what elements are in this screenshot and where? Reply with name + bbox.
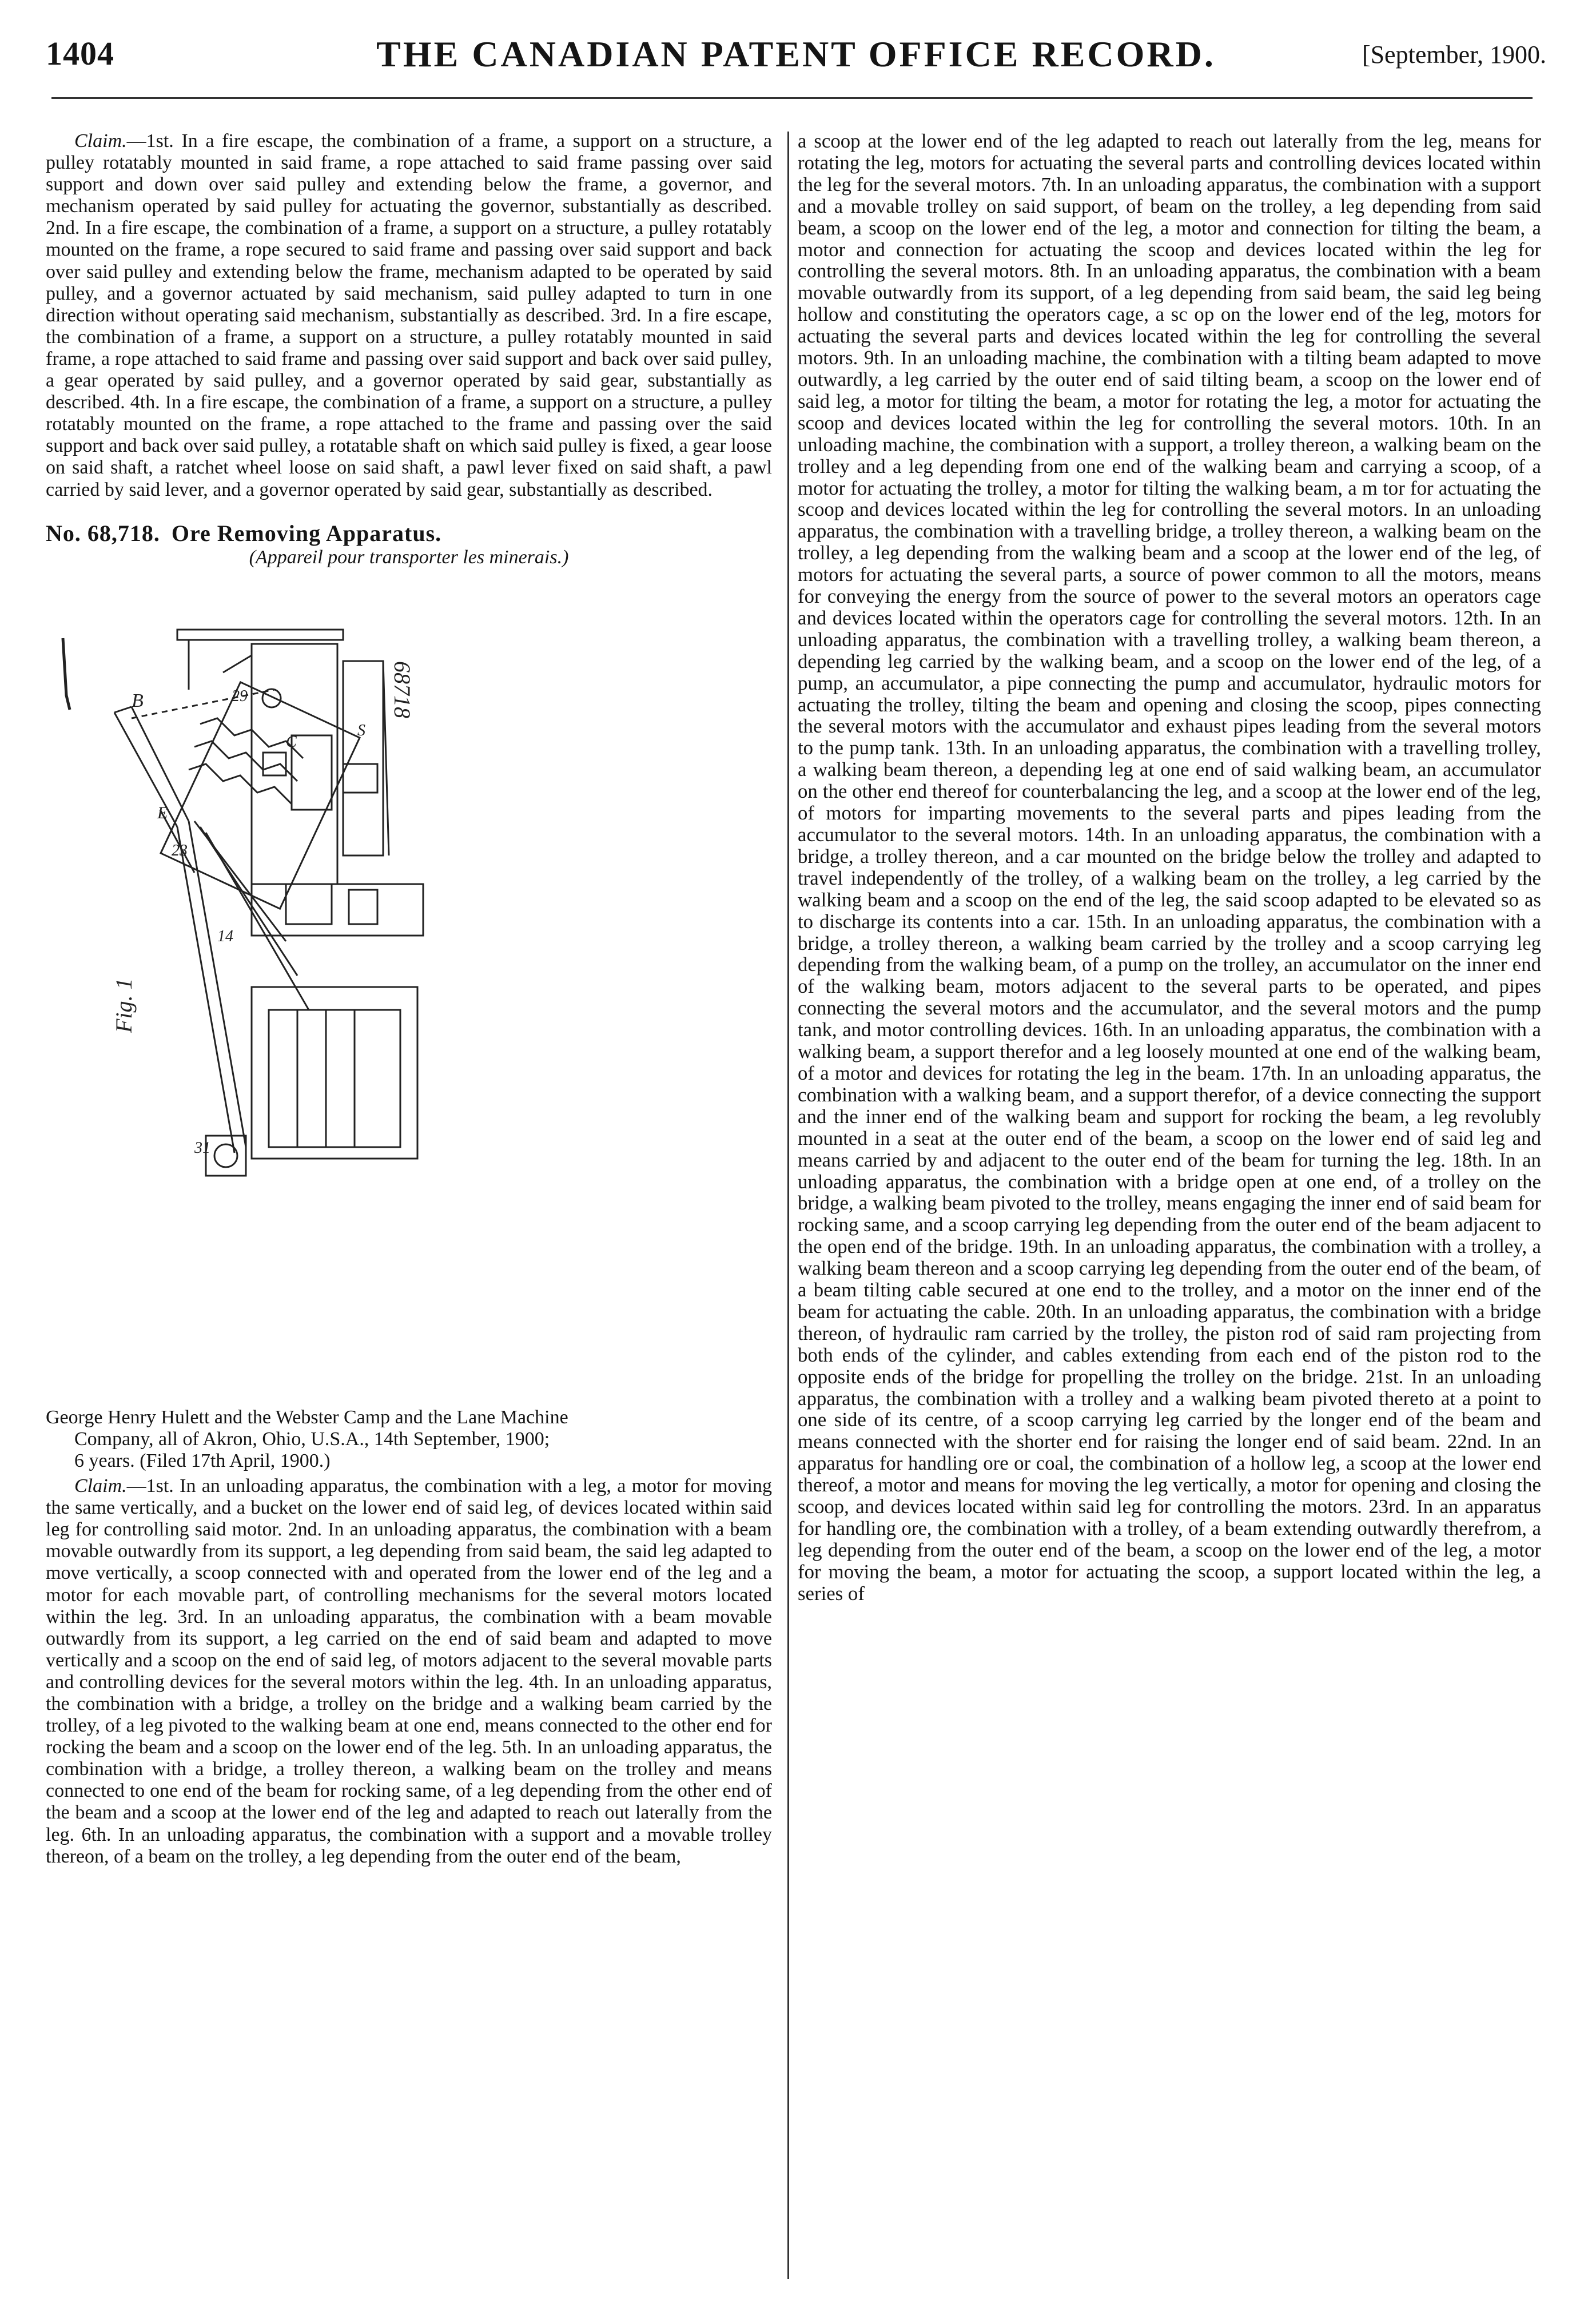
claim-label: Claim. (74, 1475, 127, 1497)
label-b: B (132, 690, 144, 711)
label-e: E (157, 803, 168, 822)
fire-escape-claims (46, 130, 772, 501)
applicant-details (46, 1407, 772, 1472)
page-number: 1404 (46, 35, 114, 72)
applicant-line: Company, all of Akron, Ohio, U.S.A., 14th September, 1900; (74, 1428, 550, 1450)
figure-caption: Fig. 1 (111, 978, 137, 1033)
label-14: 14 (217, 927, 233, 945)
patent-drawing (46, 575, 772, 1393)
claim-label: Claim. (74, 130, 127, 152)
figure-number: 68718 (389, 660, 415, 718)
claim-text: —1st. In an unloading apparatus, the combination with a leg, a motor for moving the same vertically, and a bucket on the lower end of said leg, of devices located within said leg for controlling said motor. 2nd. In an unloading apparatus, the combination with a beam movable outwardly from its support, a leg depending from said beam, the said leg adapted to move vertically, a scoop connected with and operated from the lower end of the leg and a motor for each movable part, of controlling mechanisms for the several motors located within the leg. 3rd. In an unloading apparatus, the combination with a beam movable outwardly from its support, a leg carried on the end of said beam and adapted to move vertically and a scoop on the end of said leg, of motors adjacent to the several movable parts and controlling devices for the several motors within the leg. 4th. In an unloading apparatus, the combination with a bridge, a trolley on the bridge and a walking beam carried by the trolley, of a leg pivoted to the walking beam at one end, means connected to the other end for rocking the beam and a scoop on the lower end of the leg. 5th. In an unloading apparatus, the combination with a bridge, a trolley thereon, a walking beam on the trolley and means connected to one end of the beam for rocking same, of a leg depending from the other end of the beam and a scoop at the lower end of the leg and adapted to reach out laterally from the leg. 6th. In an unloading apparatus, the combination with a support and a movable trolley thereon, of a beam on the trolley, a leg depending from the outer end of the beam, (46, 1475, 772, 1867)
ore-apparatus-claims (46, 1475, 772, 1868)
label-c: C (286, 733, 297, 751)
publication-title: THE CANADIAN PATENT OFFICE RECORD. (376, 34, 1216, 74)
label-s: S (357, 721, 365, 739)
issue-date: [September, 1900. (1362, 41, 1546, 69)
applicant-line: 6 years. (Filed 17th April, 1900.) (74, 1450, 331, 1471)
header-rule (51, 97, 1533, 99)
ore-unloader-drawing (46, 575, 772, 1393)
patent-heading (46, 520, 772, 546)
page-header (29, 23, 1563, 91)
left-column (46, 130, 772, 2281)
right-column (798, 130, 1541, 2281)
column-divider (787, 132, 789, 2279)
label-31: 31 (194, 1139, 210, 1157)
claim-text: —1st. In a fire escape, the combination of a frame, a support on a structure, a pulley rotatably mounted in said frame, a rope attached to said frame passing over said support and down over said pulley and extending below the frame, a governor, and mechanism operated by said pulley for actuating the governor, substantially as described. 2nd. In a fire escape, the combination of a frame, a support on a structure, a pulley rotatably mounted on the frame, a rope secured to said frame and passing over said support and back over said pulley and extending below the frame, mechanism adapted to be operated by said pulley, and a governor actuated by said mechanism, said pulley adapted to turn in one direction without operating said mechanism, substantially as described. 3rd. In a fire escape, the combination of a frame, a support on a structure, a pulley rotatably mounted in said frame, a rope attached to said frame and passing over said support and back over said pulley, a gear operated by said pulley, and a governor operated by said gear, substantially as described. 4th. In a fire escape, the combination of a frame, a support on a structure, a pulley rotatably mounted on the frame, a rope attached to the frame and passing over the said support and back over said pulley, a rotatable shaft on which said pulley is fixed, a gear loose on said shaft, a ratchet wheel loose on said shaft, a pawl lever fixed on said shaft, a pawl carried by said lever, and a governor operated by said gear, substantially as described. (46, 130, 772, 500)
continued-claims: a scoop at the lower end of the leg adapted to reach out laterally from the leg, means for rotating the leg, motors for actuating the several parts and controlling devices located within the leg for the several motors. 7th. In an unloading apparatus, the combination with a support and a movable trolley on said support, of beam on the trolley, a leg depending from said beam, a scoop on the lower end of the leg, a motor and connection for tilting the beam, a motor and connection for actuating the scoop and devices located within the leg for controlling the several motors. 8th. In an unloading apparatus, the combination with a beam movable outwardly from its support, of a leg depending from said beam, the said leg being hollow and constituting the operators cage, a sc op on the lower end of the leg, motors for actuating the several parts and devices located within the leg for controlling the several motors. 9th. In an unloading machine, the combination with a tilting beam adapted to move outwardly, a leg carried by the outer end of said tilting beam, a scoop on the lower end of said leg, a motor for tilting the beam, a motor for rotating the leg, a motor for actuating the scoop and devices located within the leg for controlling the several motors. 10th. In an unloading machine, the combination with a support, a trolley thereon, a walking beam on the trolley and a leg depending from one end of the walking beam and carrying a scoop, of a motor for actuating the trolley, a motor for tilting the walking beam, a m tor for actuating the scoop and devices located within the leg for controlling the several motors. In an unloading apparatus, the combination with a travelling bridge, a trolley thereon, a walking beam on the trolley, a leg depending from the walking beam and a scoop at the lower end of the leg, of motors for actuating the several parts, a source of power common to all the motors, means for conveying the energy from the source of power to the several motors an operators cage and devices located within the operators cage for controlling the several motors. 12th. In an unloading apparatus, the combination with a travelling trolley, a walking beam thereon, a depending leg carried by the walking beam, and a scoop on the lower end of the leg, of a pump, an accumulator, a pipe connecting the pump and accumulator, hydraulic motors for actuating the trolley, tilting the beam and opening and closing the scoop, pipes connecting the several motors with the accumulator and exhaust pipes leading from the several motors to the pump tank. 13th. In an unloading apparatus, the combination with a travelling trolley, a walking beam thereon, a depending leg at one end of said walking beam, an accumulator on the other end thereof for counterbalancing the leg, and a scoop at the lower end of the leg, of motors for imparting movements to the several parts and pipes leading from the accumulator to the several motors. 14th. In an unloading apparatus, the combination with a bridge, a trolley thereon, and a car mounted on the bridge below the trolley and adapted to travel independently of the trolley, of a walking beam on the trolley, a leg carried by the walking beam and a scoop on the end of the leg, the said scoop adapted to be elevated so as to discharge its contents into a car. 15th. In an unloading apparatus, the combination with a bridge, a trolley thereon, a walking beam carried by the trolley and a scoop carrying leg depending from the walking beam, of a pump on the trolley, an accumulator on the inner end of the walking beam, motors adjacent to the several parts to be operated, and pipes connecting the several motors and the accumulator, and the several motors and the pump tank, and motor controlling devices. 16th. In an unloading apparatus, the combination with a walking beam, a support therefor and a leg loosely mounted at one end of the walking beam, of a motor and devices for rotating the leg in the beam. 17th. In an unloading apparatus, the combination with a walking beam, and a support therefor, of a device connecting the support and the inner end of the walking beam and support for rocking the beam, a leg revolubly mounted in a seat at the outer end of the beam, a scoop on the lower end of said leg and means carried by and adjacent to the outer end of the beam for turning the leg. 18th. In an unloading apparatus, the combination with a bridge open at one end, of a trolley on the bridge, a walking beam pivoted to the trolley, means engaging the inner end of said beam for rocking same, and a scoop carrying leg depending from the outer end of the beam adjacent to the open end of the bridge. 19th. In an unloading apparatus, the combination with a trolley, a walking beam thereon and a scoop carrying leg depending from the outer end of the beam, of a beam tilting cable secured at one end to the trolley, and a motor on the inner end of the beam for actuating the cable. 20th. In an unloading apparatus, the combination with a bridge thereon, of hydraulic ram carried by the trolley, the piston rod of said ram projecting from both ends of the cylinder, and cables extending from each end of the piston rod to the opposite ends of the bridge for propelling the trolley on the bridge. 21st. In an unloading apparatus, the combination with a trolley and a walking beam pivoted thereto at a point to one side of its centre, of a scoop carrying leg carried by the longer end of the beam and means connected with the shorter end for raising the longer end of said beam. 22nd. In an apparatus for handling ore or coal, the combination of a hollow leg, a scoop at the lower end thereof, a motor and means for moving the leg vertically, a motor for opening and closing the scoop, and devices located within said leg for controlling the motors. 23rd. In an apparatus for handling ore, the combination with a trolley, of a beam extending outwardly therefrom, a leg depending from the outer end of the beam, a scoop on the lower end of the leg, a motor for moving the beam, a motor for actuating the scoop, a support located within the leg, a series of (798, 130, 1541, 1605)
patent-number: No. 68,718. (46, 520, 160, 546)
patent-subtitle: (Appareil pour transporter les minerais.) (249, 546, 569, 568)
label-23: 23 (172, 841, 188, 859)
applicant-line: George Henry Hulett and the Webster Camp and the Lane Machine (46, 1406, 568, 1428)
patent-title: Ore Removing Apparatus. (171, 520, 442, 546)
label-29: 29 (232, 687, 248, 705)
